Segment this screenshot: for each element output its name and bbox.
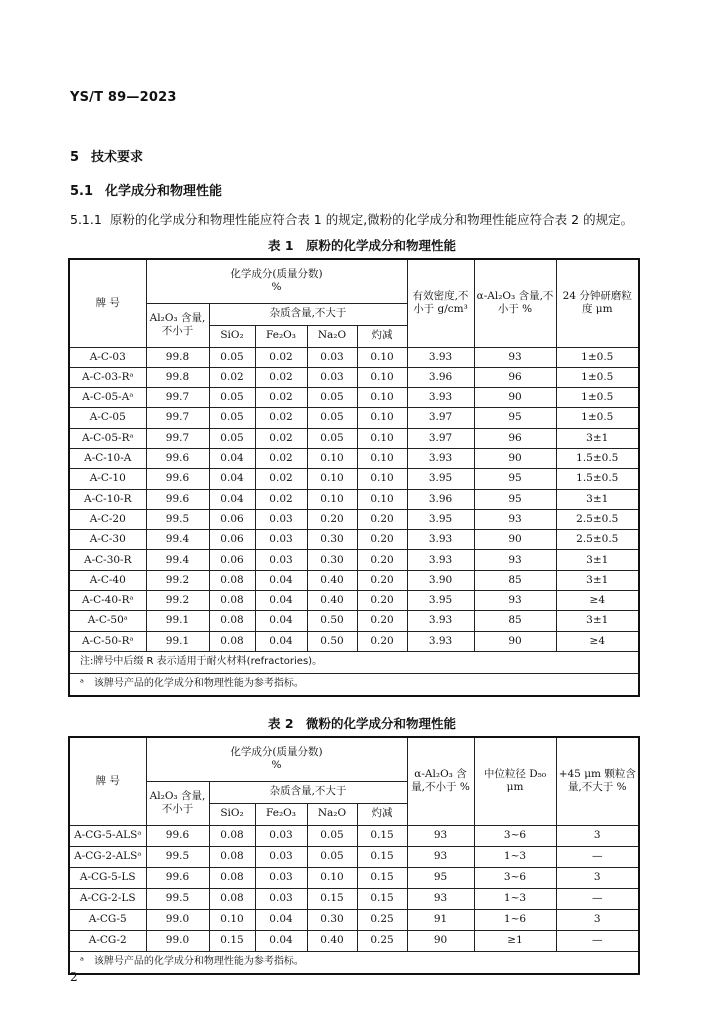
cell-fe2o3: 0.04 bbox=[255, 909, 307, 930]
chem-label: 化学成分(质量分数) bbox=[230, 268, 323, 281]
table2-header-alpha: α-Al₂O₃ 含量,不小于 % bbox=[407, 737, 474, 825]
cell-sio2: 0.05 bbox=[209, 388, 255, 408]
table1-header-loi: 灼减 bbox=[357, 325, 407, 347]
table1-body bbox=[69, 347, 639, 651]
cell-sio2: 0.08 bbox=[209, 631, 255, 651]
cell-grade: A-CG-5-ALSᵃ bbox=[69, 825, 146, 846]
standard-code: YS/T 89—2023 bbox=[70, 90, 177, 105]
cell-loi: 0.10 bbox=[357, 469, 407, 489]
cell-fe2o3: 0.02 bbox=[255, 428, 307, 448]
cell-loi: 0.10 bbox=[357, 428, 407, 448]
table2-header-loi: 灼减 bbox=[357, 803, 407, 825]
cell-sio2: 0.08 bbox=[209, 825, 255, 846]
cell-alpha: 85 bbox=[474, 611, 556, 631]
table2 bbox=[68, 736, 640, 975]
cell-na2o: 0.05 bbox=[307, 428, 357, 448]
cell-al2o3: 99.6 bbox=[146, 489, 209, 509]
section-number: 5.1 bbox=[70, 184, 94, 199]
table1-header-chem bbox=[146, 259, 407, 303]
table1-header-alpha: α-Al₂O₃ 含量,不小于 % bbox=[474, 259, 556, 347]
table-row bbox=[69, 530, 639, 550]
cell-fe2o3: 0.03 bbox=[255, 550, 307, 570]
table1-note: 注:牌号中后缀 R 表示适用于耐火材料(refractories)。 bbox=[69, 651, 639, 673]
cell-alpha: 93 bbox=[474, 347, 556, 367]
cell-grind: 1±0.5 bbox=[556, 388, 639, 408]
cell-alpha: 95 bbox=[474, 489, 556, 509]
cell-fe2o3: 0.03 bbox=[255, 825, 307, 846]
cell-fe2o3: 0.04 bbox=[255, 570, 307, 590]
cell-sio2: 0.04 bbox=[209, 469, 255, 489]
cell-density: 3.93 bbox=[407, 448, 474, 468]
cell-grade: A-CG-5-LS bbox=[69, 867, 146, 888]
cell-na2o: 0.03 bbox=[307, 347, 357, 367]
cell-density: 3.93 bbox=[407, 347, 474, 367]
cell-al2o3: 99.0 bbox=[146, 930, 209, 951]
cell-al2o3: 99.6 bbox=[146, 867, 209, 888]
cell-alpha: 90 bbox=[474, 388, 556, 408]
cell-al2o3: 99.6 bbox=[146, 469, 209, 489]
table-row bbox=[69, 509, 639, 529]
table2-footnote-row bbox=[69, 951, 639, 974]
cell-sio2: 0.08 bbox=[209, 846, 255, 867]
cell-sio2: 0.05 bbox=[209, 347, 255, 367]
table-row bbox=[69, 888, 639, 909]
cell-alpha: 90 bbox=[407, 930, 474, 951]
table2-header-sio2: SiO₂ bbox=[209, 803, 255, 825]
cell-na2o: 0.40 bbox=[307, 591, 357, 611]
cell-plus45: — bbox=[556, 888, 639, 909]
cell-sio2: 0.08 bbox=[209, 570, 255, 590]
cell-grind: 1.5±0.5 bbox=[556, 469, 639, 489]
cell-grade: A-C-10 bbox=[69, 469, 146, 489]
table-row bbox=[69, 388, 639, 408]
cell-na2o: 0.30 bbox=[307, 909, 357, 930]
cell-loi: 0.10 bbox=[357, 489, 407, 509]
table1-header-grade: 牌 号 bbox=[69, 259, 146, 347]
cell-grade: A-C-05-Aᵃ bbox=[69, 388, 146, 408]
cell-al2o3: 99.1 bbox=[146, 631, 209, 651]
cell-alpha: 95 bbox=[407, 867, 474, 888]
cell-al2o3: 99.7 bbox=[146, 388, 209, 408]
table-row bbox=[69, 631, 639, 651]
table2-header-fe2o3: Fe₂O₃ bbox=[255, 803, 307, 825]
cell-na2o: 0.10 bbox=[307, 489, 357, 509]
cell-grind: 1±0.5 bbox=[556, 347, 639, 367]
cell-grind: ≥4 bbox=[556, 591, 639, 611]
table1-header-grind: 24 分钟研磨粒度 μm bbox=[556, 259, 639, 347]
cell-density: 3.93 bbox=[407, 388, 474, 408]
cell-alpha: 96 bbox=[474, 367, 556, 387]
section-title: 化学成分和物理性能 bbox=[105, 184, 223, 199]
cell-na2o: 0.50 bbox=[307, 631, 357, 651]
cell-fe2o3: 0.02 bbox=[255, 448, 307, 468]
cell-grade: A-C-20 bbox=[69, 509, 146, 529]
cell-al2o3: 99.6 bbox=[146, 448, 209, 468]
cell-na2o: 0.20 bbox=[307, 509, 357, 529]
cell-alpha: 95 bbox=[474, 469, 556, 489]
cell-grind: 1±0.5 bbox=[556, 408, 639, 428]
table1-caption: 表 1 原粉的化学成分和物理性能 bbox=[267, 238, 457, 253]
table-row bbox=[69, 930, 639, 951]
paragraph-text: 原粉的化学成分和物理性能应符合表 1 的规定,微粉的化学成分和物理性能应符合表 2 的规定。 bbox=[109, 212, 634, 227]
table2-header-plus45: +45 μm 颗粒含量,不大于 % bbox=[556, 737, 639, 825]
cell-na2o: 0.05 bbox=[307, 388, 357, 408]
cell-fe2o3: 0.02 bbox=[255, 367, 307, 387]
cell-density: 3.95 bbox=[407, 469, 474, 489]
page-number: 2 bbox=[70, 970, 78, 984]
cell-grind: ≥4 bbox=[556, 631, 639, 651]
cell-sio2: 0.08 bbox=[209, 591, 255, 611]
table2-header-impurity: 杂质含量,不大于 bbox=[209, 781, 407, 803]
cell-loi: 0.10 bbox=[357, 367, 407, 387]
cell-sio2: 0.06 bbox=[209, 509, 255, 529]
paragraph-number: 5.1.1 bbox=[70, 212, 102, 227]
cell-grade: A-C-50ᵃ bbox=[69, 611, 146, 631]
cell-fe2o3: 0.02 bbox=[255, 489, 307, 509]
cell-sio2: 0.04 bbox=[209, 448, 255, 468]
cell-grind: 3±1 bbox=[556, 550, 639, 570]
cell-plus45: — bbox=[556, 846, 639, 867]
table-row bbox=[69, 825, 639, 846]
cell-na2o: 0.30 bbox=[307, 530, 357, 550]
table-row bbox=[69, 591, 639, 611]
cell-grade: A-C-10-A bbox=[69, 448, 146, 468]
cell-sio2: 0.08 bbox=[209, 867, 255, 888]
cell-loi: 0.20 bbox=[357, 631, 407, 651]
cell-grade: A-C-40 bbox=[69, 570, 146, 590]
table2-header-chem bbox=[146, 737, 407, 781]
cell-fe2o3: 0.03 bbox=[255, 530, 307, 550]
table2-header-row bbox=[69, 737, 639, 781]
table1-note-row bbox=[69, 651, 639, 673]
cell-fe2o3: 0.03 bbox=[255, 846, 307, 867]
table-row bbox=[69, 408, 639, 428]
table-row bbox=[69, 448, 639, 468]
cell-grade: A-C-30 bbox=[69, 530, 146, 550]
cell-al2o3: 99.4 bbox=[146, 530, 209, 550]
cell-density: 3.97 bbox=[407, 428, 474, 448]
cell-alpha: 90 bbox=[474, 631, 556, 651]
cell-loi: 0.10 bbox=[357, 347, 407, 367]
cell-d50: 3~6 bbox=[474, 867, 556, 888]
cell-fe2o3: 0.02 bbox=[255, 469, 307, 489]
cell-density: 3.90 bbox=[407, 570, 474, 590]
cell-loi: 0.15 bbox=[357, 846, 407, 867]
table-row bbox=[69, 367, 639, 387]
cell-na2o: 0.03 bbox=[307, 367, 357, 387]
cell-grade: A-C-03-Rᵃ bbox=[69, 367, 146, 387]
cell-al2o3: 99.7 bbox=[146, 428, 209, 448]
table1-header-density: 有效密度,不小于 g/cm³ bbox=[407, 259, 474, 347]
table-row bbox=[69, 489, 639, 509]
cell-loi: 0.15 bbox=[357, 888, 407, 909]
table-row bbox=[69, 909, 639, 930]
cell-al2o3: 99.4 bbox=[146, 550, 209, 570]
cell-loi: 0.20 bbox=[357, 530, 407, 550]
table2-header-grade: 牌 号 bbox=[69, 737, 146, 825]
cell-grade: A-C-40-Rᵃ bbox=[69, 591, 146, 611]
cell-al2o3: 99.5 bbox=[146, 509, 209, 529]
cell-fe2o3: 0.03 bbox=[255, 867, 307, 888]
cell-grade: A-C-05-Rᵃ bbox=[69, 428, 146, 448]
cell-loi: 0.25 bbox=[357, 930, 407, 951]
cell-density: 3.95 bbox=[407, 509, 474, 529]
cell-density: 3.93 bbox=[407, 631, 474, 651]
cell-na2o: 0.30 bbox=[307, 550, 357, 570]
cell-fe2o3: 0.02 bbox=[255, 347, 307, 367]
cell-grade: A-C-30-R bbox=[69, 550, 146, 570]
cell-al2o3: 99.7 bbox=[146, 408, 209, 428]
cell-na2o: 0.40 bbox=[307, 930, 357, 951]
table2-header-al2o3: Al₂O₃ 含量,不小于 bbox=[146, 781, 209, 825]
table-row bbox=[69, 867, 639, 888]
cell-na2o: 0.05 bbox=[307, 408, 357, 428]
table2-header-d50: 中位粒径 D₅₀ μm bbox=[474, 737, 556, 825]
cell-sio2: 0.08 bbox=[209, 611, 255, 631]
cell-al2o3: 99.2 bbox=[146, 570, 209, 590]
table-row bbox=[69, 428, 639, 448]
section-5-heading bbox=[70, 146, 143, 165]
cell-alpha: 95 bbox=[474, 408, 556, 428]
cell-na2o: 0.05 bbox=[307, 825, 357, 846]
cell-na2o: 0.10 bbox=[307, 469, 357, 489]
cell-grade: A-CG-2 bbox=[69, 930, 146, 951]
cell-sio2: 0.04 bbox=[209, 489, 255, 509]
paragraph-5-1-1 bbox=[70, 210, 633, 228]
cell-al2o3: 99.5 bbox=[146, 846, 209, 867]
cell-al2o3: 99.1 bbox=[146, 611, 209, 631]
table-row bbox=[69, 469, 639, 489]
table-row bbox=[69, 570, 639, 590]
cell-alpha: 93 bbox=[474, 550, 556, 570]
cell-loi: 0.25 bbox=[357, 909, 407, 930]
table-row bbox=[69, 611, 639, 631]
cell-density: 3.97 bbox=[407, 408, 474, 428]
table1-footnote: ᵃ 该牌号产品的化学成分和物理性能为参考指标。 bbox=[69, 673, 639, 696]
cell-grind: 1.5±0.5 bbox=[556, 448, 639, 468]
cell-grade: A-C-05 bbox=[69, 408, 146, 428]
cell-plus45: — bbox=[556, 930, 639, 951]
cell-grade: A-CG-2-ALSᵃ bbox=[69, 846, 146, 867]
cell-fe2o3: 0.03 bbox=[255, 888, 307, 909]
table1-header-impurity: 杂质含量,不大于 bbox=[209, 303, 407, 325]
cell-density: 3.95 bbox=[407, 591, 474, 611]
cell-grade: A-CG-5 bbox=[69, 909, 146, 930]
cell-al2o3: 99.6 bbox=[146, 825, 209, 846]
cell-loi: 0.20 bbox=[357, 550, 407, 570]
table1-header-row bbox=[69, 259, 639, 303]
cell-grade: A-CG-2-LS bbox=[69, 888, 146, 909]
cell-density: 3.93 bbox=[407, 550, 474, 570]
cell-d50: 1~6 bbox=[474, 909, 556, 930]
cell-density: 3.93 bbox=[407, 611, 474, 631]
cell-fe2o3: 0.04 bbox=[255, 591, 307, 611]
table1-header-sio2: SiO₂ bbox=[209, 325, 255, 347]
cell-grind: 3±1 bbox=[556, 489, 639, 509]
cell-loi: 0.10 bbox=[357, 388, 407, 408]
cell-grind: 3±1 bbox=[556, 428, 639, 448]
cell-grind: 3±1 bbox=[556, 611, 639, 631]
cell-fe2o3: 0.04 bbox=[255, 930, 307, 951]
cell-al2o3: 99.8 bbox=[146, 347, 209, 367]
table2-header-na2o: Na₂O bbox=[307, 803, 357, 825]
cell-density: 3.93 bbox=[407, 530, 474, 550]
cell-d50: 1~3 bbox=[474, 846, 556, 867]
cell-fe2o3: 0.04 bbox=[255, 631, 307, 651]
cell-grind: 2.5±0.5 bbox=[556, 530, 639, 550]
cell-fe2o3: 0.04 bbox=[255, 611, 307, 631]
pct-label: % bbox=[271, 759, 282, 772]
cell-plus45: 3 bbox=[556, 825, 639, 846]
cell-alpha: 90 bbox=[474, 530, 556, 550]
table2-caption: 表 2 微粉的化学成分和物理性能 bbox=[267, 716, 457, 731]
cell-sio2: 0.08 bbox=[209, 888, 255, 909]
cell-al2o3: 99.2 bbox=[146, 591, 209, 611]
cell-plus45: 3 bbox=[556, 909, 639, 930]
cell-loi: 0.20 bbox=[357, 570, 407, 590]
pct-label: % bbox=[271, 281, 282, 294]
cell-grade: A-C-03 bbox=[69, 347, 146, 367]
cell-sio2: 0.02 bbox=[209, 367, 255, 387]
cell-al2o3: 99.0 bbox=[146, 909, 209, 930]
table-row bbox=[69, 846, 639, 867]
cell-d50: ≥1 bbox=[474, 930, 556, 951]
cell-loi: 0.15 bbox=[357, 825, 407, 846]
cell-sio2: 0.15 bbox=[209, 930, 255, 951]
cell-grind: 1±0.5 bbox=[556, 367, 639, 387]
cell-sio2: 0.06 bbox=[209, 530, 255, 550]
cell-grade: A-C-50-Rᵃ bbox=[69, 631, 146, 651]
cell-alpha: 90 bbox=[474, 448, 556, 468]
cell-loi: 0.15 bbox=[357, 867, 407, 888]
cell-alpha: 93 bbox=[474, 509, 556, 529]
cell-sio2: 0.06 bbox=[209, 550, 255, 570]
cell-al2o3: 99.8 bbox=[146, 367, 209, 387]
cell-na2o: 0.15 bbox=[307, 888, 357, 909]
cell-alpha: 96 bbox=[474, 428, 556, 448]
cell-alpha: 93 bbox=[407, 888, 474, 909]
table-row bbox=[69, 347, 639, 367]
chem-label: 化学成分(质量分数) bbox=[230, 746, 323, 759]
table2-footnote: ᵃ 该牌号产品的化学成分和物理性能为参考指标。 bbox=[69, 951, 639, 974]
table2-body bbox=[69, 825, 639, 951]
cell-alpha: 93 bbox=[407, 846, 474, 867]
cell-loi: 0.20 bbox=[357, 509, 407, 529]
section-number: 5 bbox=[70, 150, 80, 165]
cell-grind: 2.5±0.5 bbox=[556, 509, 639, 529]
cell-na2o: 0.10 bbox=[307, 867, 357, 888]
cell-sio2: 0.05 bbox=[209, 408, 255, 428]
table1-footnote-row bbox=[69, 673, 639, 696]
table1-header-fe2o3: Fe₂O₃ bbox=[255, 325, 307, 347]
cell-loi: 0.20 bbox=[357, 591, 407, 611]
section-title: 技术要求 bbox=[91, 150, 144, 165]
cell-loi: 0.10 bbox=[357, 408, 407, 428]
table-row bbox=[69, 550, 639, 570]
table1 bbox=[68, 258, 640, 697]
cell-density: 3.96 bbox=[407, 489, 474, 509]
cell-alpha: 93 bbox=[474, 591, 556, 611]
cell-fe2o3: 0.02 bbox=[255, 408, 307, 428]
cell-loi: 0.10 bbox=[357, 448, 407, 468]
cell-density: 3.96 bbox=[407, 367, 474, 387]
cell-grind: 3±1 bbox=[556, 570, 639, 590]
cell-plus45: 3 bbox=[556, 867, 639, 888]
cell-alpha: 93 bbox=[407, 825, 474, 846]
cell-na2o: 0.05 bbox=[307, 846, 357, 867]
cell-alpha: 85 bbox=[474, 570, 556, 590]
cell-grade: A-C-10-R bbox=[69, 489, 146, 509]
cell-na2o: 0.10 bbox=[307, 448, 357, 468]
cell-alpha: 91 bbox=[407, 909, 474, 930]
cell-fe2o3: 0.02 bbox=[255, 388, 307, 408]
cell-sio2: 0.05 bbox=[209, 428, 255, 448]
table1-header-na2o: Na₂O bbox=[307, 325, 357, 347]
cell-na2o: 0.50 bbox=[307, 611, 357, 631]
cell-sio2: 0.10 bbox=[209, 909, 255, 930]
cell-na2o: 0.40 bbox=[307, 570, 357, 590]
section-5-1-heading bbox=[70, 180, 222, 199]
cell-d50: 3~6 bbox=[474, 825, 556, 846]
cell-al2o3: 99.5 bbox=[146, 888, 209, 909]
cell-fe2o3: 0.03 bbox=[255, 509, 307, 529]
cell-d50: 1~3 bbox=[474, 888, 556, 909]
table1-header-al2o3: Al₂O₃ 含量,不小于 bbox=[146, 303, 209, 347]
cell-loi: 0.20 bbox=[357, 611, 407, 631]
